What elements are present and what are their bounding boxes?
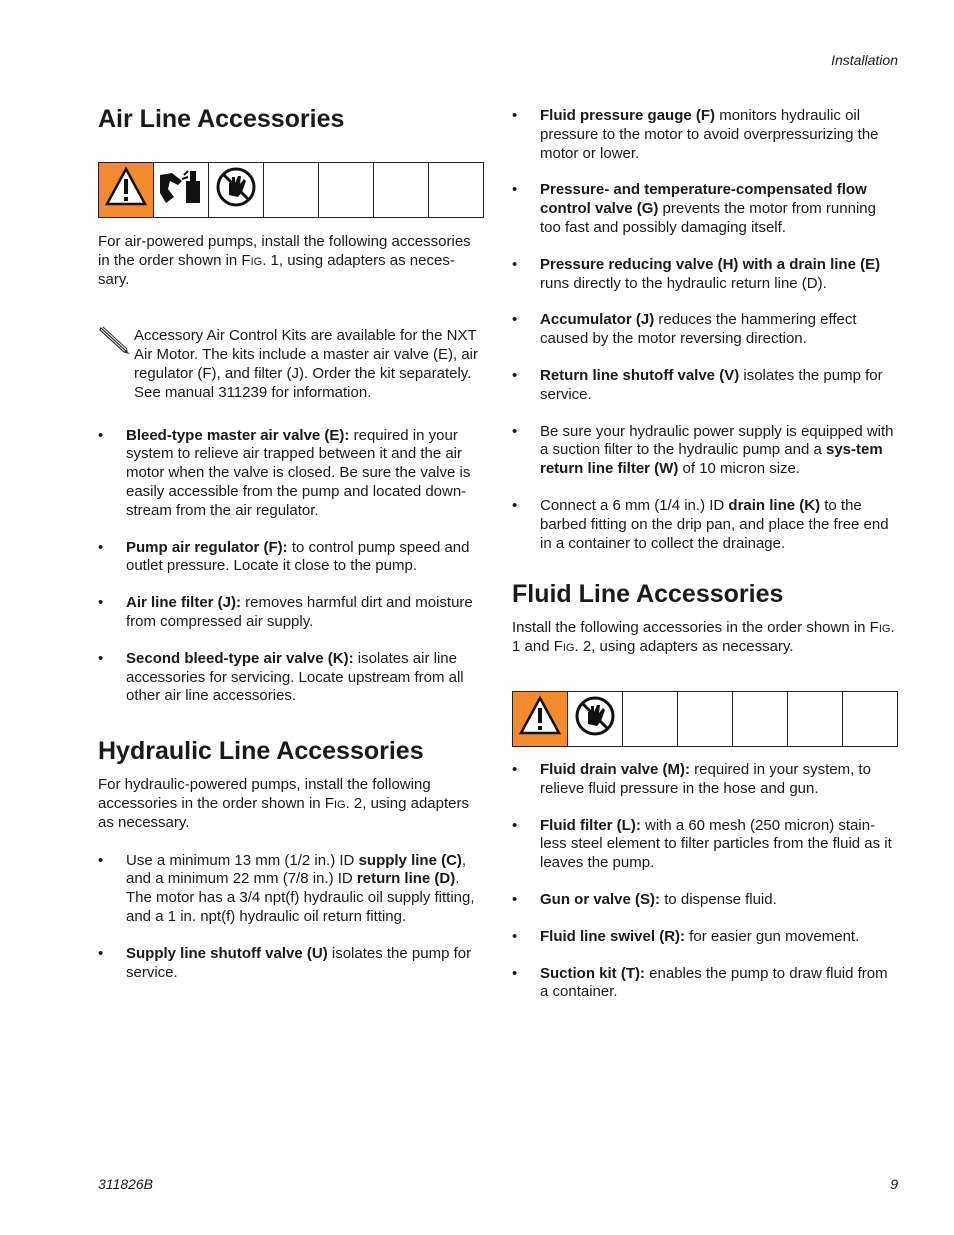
- list-item: • Pressure- and temperature-compensated flow control valve (G) prevents the motor from running too fast and possibly damaging itself.: [512, 181, 898, 237]
- air-accessory-list: [98, 427, 484, 707]
- list-item: • Supply line shutoff valve (U) isolates the pump for service.: [98, 945, 484, 983]
- empty-symbol-cell: [843, 691, 898, 746]
- list-item: • Fluid pressure gauge (F) monitors hydraulic oil pressure to the motor to avoid overpressurizing the motor or lower.: [512, 107, 898, 163]
- list-item: • Pump air regulator (F): to control pump speed and outlet pressure. Locate it close to the pump.: [98, 539, 484, 577]
- hydraulic-accessory-list: [98, 852, 484, 983]
- empty-symbol-cell: [788, 691, 843, 746]
- hydraulic-accessory-list-continued: [512, 107, 898, 553]
- empty-symbol-cell: [374, 163, 429, 218]
- list-item: • Bleed-type master air valve (E): required in your system to relieve air trapped between it and the air motor when the valve is closed. Be sure the valve is easily accessible from the pump and located down-stream from the air regulator.: [98, 427, 484, 521]
- document-number: 311826B: [98, 1176, 154, 1192]
- list-item: • Connect a 6 mm (1/4 in.) ID drain line (K) to the barbed fitting on the drip pan, and place the free end in a container to collect the drainage.: [512, 497, 898, 553]
- empty-symbol-cell: [319, 163, 374, 218]
- list-item: • Fluid filter (L): with a 60 mesh (250 micron) stain-less steel element to filter particles from the fluid as it leaves the pump.: [512, 817, 898, 873]
- pencil-note-icon: [98, 325, 130, 361]
- list-item: • Second bleed-type air valve (K): isolates air line accessories for servicing. Locate upstream from all other air line accessories.: [98, 650, 484, 706]
- list-item: • Accumulator (J) reduces the hammering effect caused by the motor reversing direction.: [512, 311, 898, 349]
- air-kit-note: [98, 327, 484, 402]
- empty-symbol-cell: [264, 163, 319, 218]
- running-header: Installation: [831, 52, 898, 68]
- list-item: • Use a minimum 13 mm (1/2 in.) ID supply line (C), and a minimum 22 mm (7/8 in.) ID return line (D). The motor has a 3/4 npt(f) hydraulic oil supply fitting, and a 1 in. npt(f) hydraulic oil return fitting.: [98, 852, 484, 927]
- moving-parts-hazard-icon: [154, 163, 209, 218]
- air-note-text: Accessory Air Control Kits are available for the NXT Air Motor. The kits include a master air valve (E), air regulator (F), and filter (J). Order the kit separately. See manual 311239 for information.: [134, 327, 479, 401]
- warning-triangle-icon: [99, 163, 154, 218]
- list-item: • Fluid line swivel (R): for easier gun movement.: [512, 928, 898, 947]
- list-item: • Fluid drain valve (M): required in your system, to relieve fluid pressure in the hose and gun.: [512, 761, 898, 799]
- fluid-intro: Install the following accessories in the order shown in Fig. 1 and Fig. 2, using adapters as necessary.: [512, 619, 895, 656]
- left-column: [98, 100, 484, 982]
- empty-symbol-cell: [429, 163, 484, 218]
- air-line-title: Air Line Accessories: [98, 105, 345, 133]
- list-item: • Suction kit (T): enables the pump to draw fluid from a container.: [512, 965, 898, 1003]
- fluid-warning-symbols: [512, 691, 898, 747]
- list-item: • Air line filter (J): removes harmful dirt and moisture from compressed air supply.: [98, 594, 484, 632]
- list-item: • Gun or valve (S): to dispense fluid.: [512, 891, 898, 910]
- fluid-accessory-list: [512, 761, 898, 1002]
- do-not-touch-icon: [209, 163, 264, 218]
- empty-symbol-cell: [623, 691, 678, 746]
- hydraulic-line-title: Hydraulic Line Accessories: [98, 737, 424, 766]
- fluid-line-title: Fluid Line Accessories: [512, 580, 784, 609]
- warning-triangle-icon: [513, 691, 568, 746]
- hydraulic-intro: For hydraulic-powered pumps, install the following accessories in the order shown in Fig. 2, using adapters as necessary.: [98, 776, 469, 831]
- empty-symbol-cell: [733, 691, 788, 746]
- air-intro: For air-powered pumps, install the following accessories in the order shown in Fig. 1, using adapters as neces-sary.: [98, 233, 471, 288]
- air-warning-symbols: [98, 162, 484, 218]
- list-item: • Pressure reducing valve (H) with a drain line (E) runs directly to the hydraulic return line (D).: [512, 256, 898, 294]
- page-number: 9: [890, 1176, 898, 1192]
- right-column: [512, 100, 898, 1002]
- list-item: • Be sure your hydraulic power supply is equipped with a suction filter to the hydraulic pump and a sys-tem return line filter (W) of 10 micron size.: [512, 423, 898, 479]
- list-item: • Return line shutoff valve (V) isolates the pump for service.: [512, 367, 898, 405]
- do-not-touch-icon: [568, 691, 623, 746]
- empty-symbol-cell: [678, 691, 733, 746]
